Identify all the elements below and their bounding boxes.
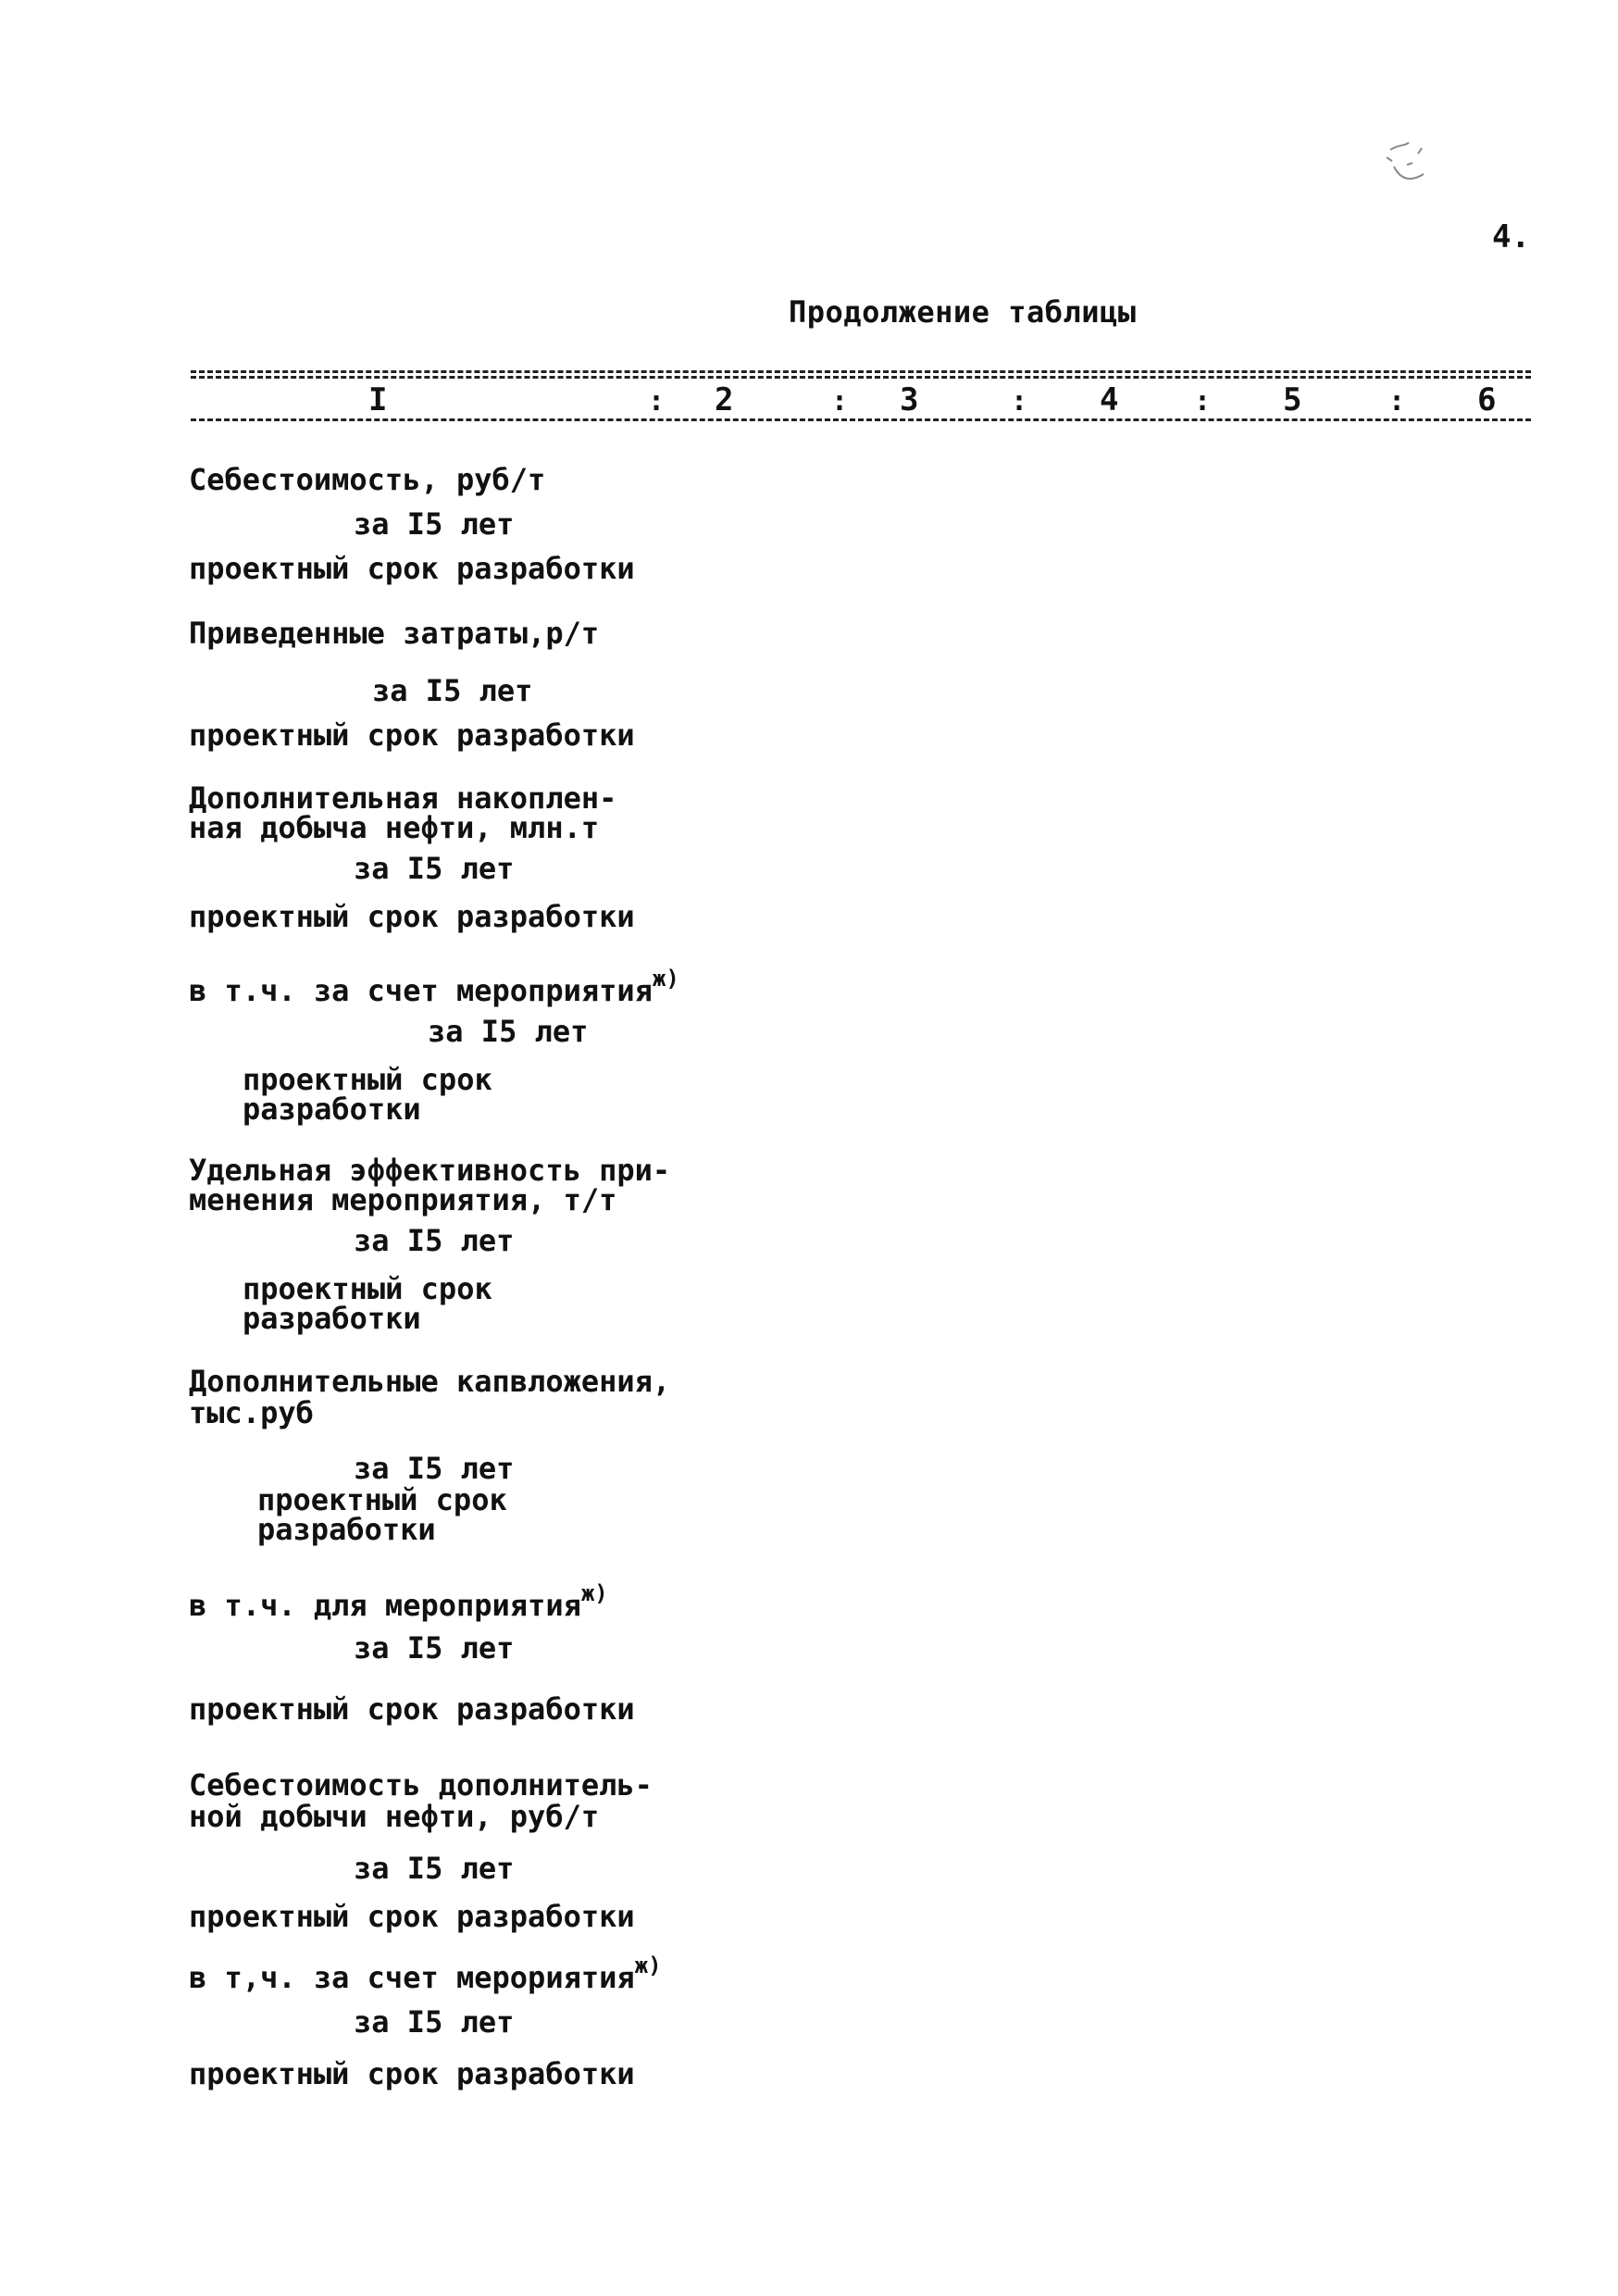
row-label: за I5 лет (428, 1014, 589, 1049)
row-label: Дополнительная накоплен- (189, 780, 617, 816)
row-label: проектный срок разработки (189, 2056, 635, 2091)
row-text: в т,ч. за счет мерориятия (189, 1960, 635, 1995)
row-label: за I5 лет (372, 673, 533, 708)
column-separator: : (1194, 385, 1212, 418)
row-label (189, 966, 679, 1010)
row-label: ная добыча нефти, млн.т (189, 810, 600, 845)
row-label: проектный срок (243, 1271, 492, 1306)
column-number-4: 4 (1100, 381, 1119, 418)
row-label: тыс.руб (189, 1395, 314, 1430)
row-label: Удельная эффективность при- (189, 1153, 671, 1188)
column-number-5: 5 (1283, 381, 1302, 418)
row-label: за I5 лет (354, 1630, 515, 1666)
column-number-6: 6 (1477, 381, 1497, 418)
row-label: ной добычи нефти, руб/т (189, 1799, 600, 1834)
footnote-mark: ж) (580, 1580, 608, 1606)
header-bottom-rule (191, 418, 1531, 421)
header-top-rule-2 (191, 376, 1531, 379)
row-label: разработки (243, 1301, 421, 1336)
row-text: в т.ч. за счет мероприятия (189, 973, 653, 1008)
row-label: за I5 лет (354, 851, 515, 886)
row-label: Себестоимость, руб/т (189, 462, 546, 497)
stamp-scribble (1381, 137, 1455, 211)
header-top-rule (191, 370, 1531, 373)
row-label: за I5 лет (354, 1223, 515, 1258)
page-number: 4. (1492, 218, 1530, 256)
row-label: проектный срок разработки (189, 1691, 635, 1727)
table-title: Продолжение таблицы (789, 294, 1137, 330)
column-separator: : (1011, 385, 1028, 418)
row-label: Себестоимость дополнитель- (189, 1767, 653, 1803)
column-number-3: 3 (900, 381, 919, 418)
row-label: разработки (257, 1512, 436, 1547)
row-label: менения мероприятия, т/т (189, 1182, 617, 1217)
row-label (189, 1580, 608, 1625)
row-label: за I5 лет (354, 506, 515, 542)
row-label: проектный срок (257, 1482, 507, 1517)
row-label: за I5 лет (354, 1451, 515, 1486)
column-separator: : (1388, 385, 1406, 418)
row-label: проектный срок разработки (189, 1899, 635, 1934)
column-separator: : (831, 385, 849, 418)
footnote-mark: ж) (634, 1953, 662, 1978)
row-label: разработки (243, 1092, 421, 1127)
row-label (189, 1953, 662, 1997)
row-label: за I5 лет (354, 1851, 515, 1886)
column-number-1: I (368, 381, 388, 418)
row-label: Приведенные затраты,р/т (189, 616, 600, 651)
row-text: в т.ч. для мероприятия (189, 1588, 581, 1623)
row-label: Дополнительные капвложения, (189, 1364, 671, 1399)
row-label: проектный срок разработки (189, 899, 635, 934)
row-label: проектный срок разработки (189, 551, 635, 586)
row-label: за I5 лет (354, 2004, 515, 2040)
row-label: проектный срок разработки (189, 718, 635, 753)
column-separator: : (648, 385, 666, 418)
row-label: проектный срок (243, 1062, 492, 1097)
column-number-2: 2 (715, 381, 734, 418)
footnote-mark: ж) (652, 966, 679, 992)
